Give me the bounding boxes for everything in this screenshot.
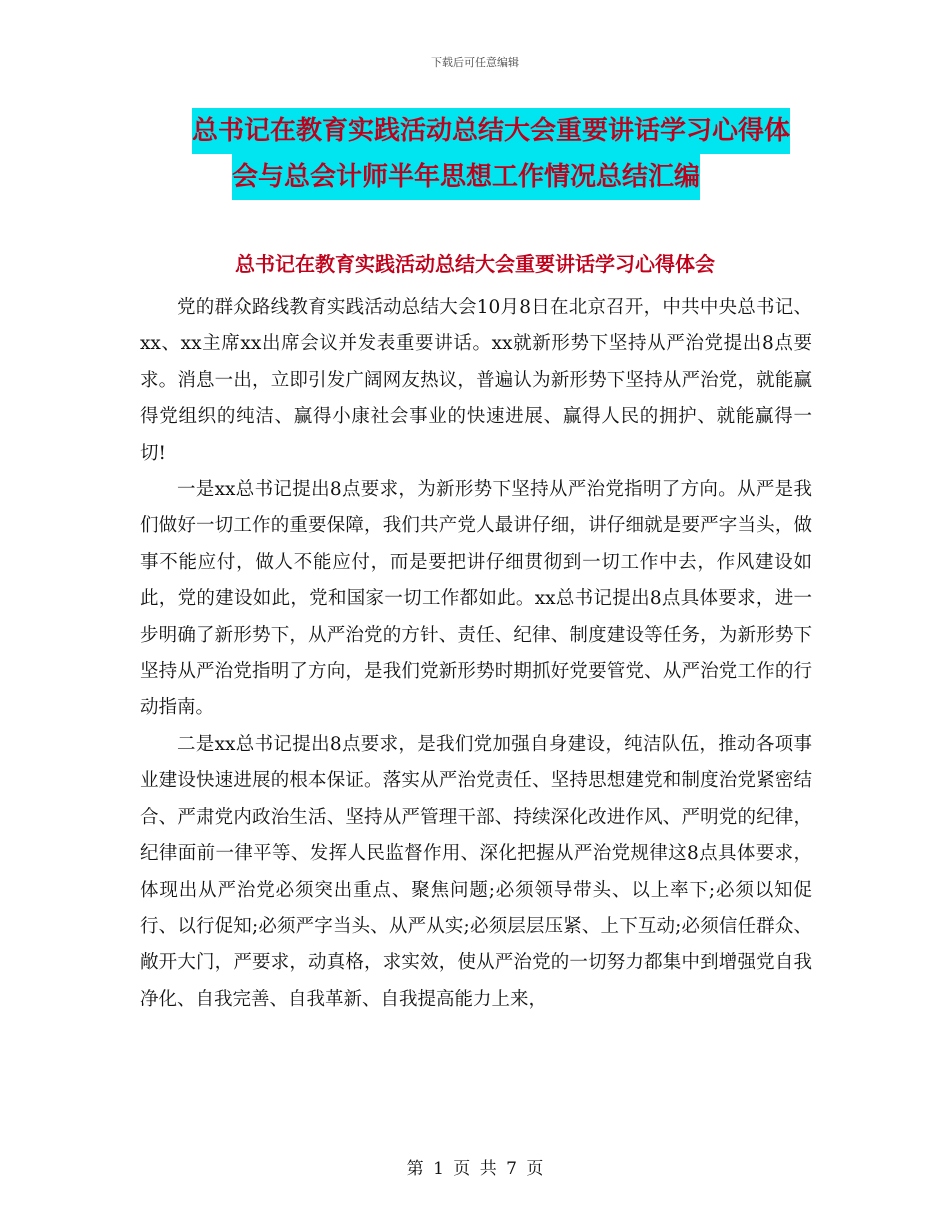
- document-title-line-2: 会与总会计师半年思想工作情况总结汇编: [232, 154, 700, 200]
- header-note: 下载后可任意编辑: [431, 56, 519, 69]
- paragraph: 一是xx总书记提出8点要求，为新形势下坚持从严治党指明了方向。从严是我们做好一切工作的重要保障，我们共产党人最讲仔细，讲仔细就是要严字当头，做事不能应付，做人不能应付，而是要把讲仔细贯彻到一切工作中去，作风建设如此，党的建设如此，党和国家一切工作都如此。xx总书记提出8点具体要求，进一步明确了新形势下，从严治党的方针、责任、纪律、制度建设等任务，为新形势下坚持从严治党指明了方向，是我们党新形势时期抓好党要管党、从严治党工作的行动指南。: [140, 479, 812, 719]
- paragraph: 党的群众路线教育实践活动总结大会10月8日在北京召开，中共中央总书记、xx、xx主席xx出席会议并发表重要讲话。xx就新形势下坚持从严治党提出8点要求。消息一出，立即引发广阔网友热议，普遍认为新形势下坚持从严治党，就能赢得党组织的纯洁、赢得小康社会事业的快速进展、赢得人民的拥护、就能赢得一切!: [140, 297, 812, 464]
- paragraph: 二是xx总书记提出8点要求，是我们党加强自身建设，纯洁队伍，推动各项事业建设快速进展的根本保证。落实从严治党责任、坚持思想建党和制度治党紧密结合、严肃党内政治生活、坚持从严管理干部、持续深化改进作风、严明党的纪律，纪律面前一律平等、发挥人民监督作用、深化把握从严治党规律这8点具体要求，体现出从严治党必须突出重点、聚焦问题;必须领导带头、以上率下;必须以知促行、以行促知;必须严字当头、从严从实;必须层层压紧、上下互动;必须信任群众、敞开大门，严要求，动真格，求实效，使从严治党的一切努力都集中到增强党自我净化、自我完善、自我革新、自我提高能力上来，: [140, 733, 812, 1010]
- document-title-line-1: 总书记在教育实践活动总结大会重要讲话学习心得体: [192, 108, 790, 154]
- section-title: 总书记在教育实践活动总结大会重要讲话学习心得体会: [235, 252, 715, 276]
- body-text: [140, 290, 812, 1018]
- document-title: [120, 108, 840, 200]
- page-number-footer: 第 1 页 共 7 页: [406, 1159, 544, 1179]
